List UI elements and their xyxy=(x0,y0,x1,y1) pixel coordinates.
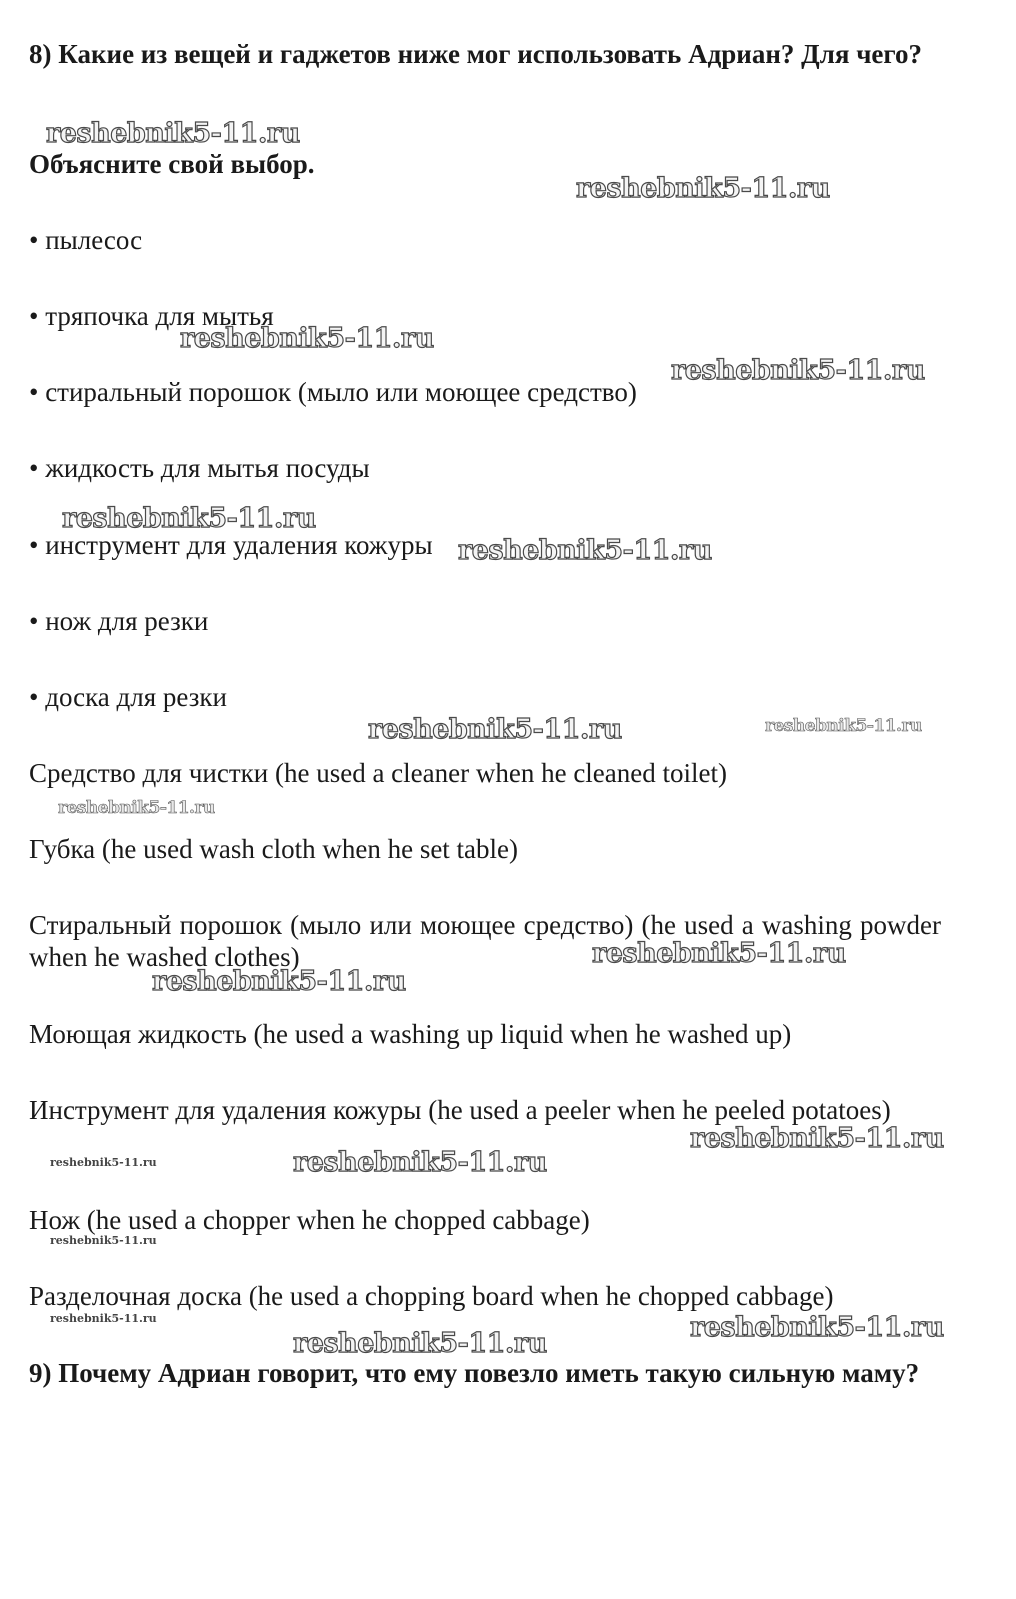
watermark: reshebnik5-11.ru xyxy=(293,1328,547,1359)
list-item: • инструмент для удаления кожуры xyxy=(29,530,433,560)
watermark: reshebnik5-11.ru xyxy=(46,118,300,149)
answer-line: Разделочная доска (he used a chopping board when he chopped cabbage) xyxy=(29,1281,834,1311)
list-item: • стиральный порошок (мыло или моющее средство) xyxy=(29,377,637,407)
answer-line: Губка (he used wash cloth when he set table) xyxy=(29,834,519,864)
watermark: reshebnik5-11.ru xyxy=(180,323,434,354)
watermark: reshebnik5-11.ru xyxy=(152,966,406,997)
answer-line: Инструмент для удаления кожуры (he used a peeler when he peeled potatoes) xyxy=(29,1095,891,1125)
watermark: reshebnik5-11.ru xyxy=(368,714,622,745)
question-8-title: 8) Какие из вещей и гаджетов ниже мог использовать Адриан? Для чего? xyxy=(29,39,923,69)
watermark: reshebnik5-11.ru xyxy=(50,1156,157,1169)
list-item: • нож для резки xyxy=(29,606,209,636)
watermark: reshebnik5-11.ru xyxy=(50,1234,157,1247)
watermark: reshebnik5-11.ru xyxy=(458,535,712,566)
answer-line: Средство для чистки (he used a cleaner when he cleaned toilet) xyxy=(29,758,727,788)
list-item: • тряпочка для мытья xyxy=(29,301,274,331)
answer-line: Нож (he used a chopper when he chopped cabbage) xyxy=(29,1205,590,1235)
watermark: reshebnik5-11.ru xyxy=(293,1147,547,1178)
watermark: reshebnik5-11.ru xyxy=(576,173,830,204)
question-8-subtitle: Объясните свой выбор. xyxy=(29,149,315,179)
question-9-title: 9) Почему Адриан говорит, что ему повезло иметь такую сильную маму? xyxy=(29,1358,920,1388)
list-item: • доска для резки xyxy=(29,682,227,712)
watermark: reshebnik5-11.ru xyxy=(671,355,925,386)
list-item: • жидкость для мытья посуды xyxy=(29,453,370,483)
list-item: • пылесос xyxy=(29,225,143,255)
watermark: reshebnik5-11.ru xyxy=(58,798,215,818)
watermark: reshebnik5-11.ru xyxy=(690,1312,944,1343)
watermark: reshebnik5-11.ru xyxy=(765,716,922,736)
watermark: reshebnik5-11.ru xyxy=(62,503,316,534)
answer-line: Стиральный порошок (мыло или моющее средство) (he used a washing powder when he washed clothes) xyxy=(29,910,941,972)
watermark: reshebnik5-11.ru xyxy=(592,938,846,969)
watermark: reshebnik5-11.ru xyxy=(690,1123,944,1154)
watermark: reshebnik5-11.ru xyxy=(50,1312,157,1325)
answer-line: Моющая жидкость (he used a washing up liquid when he washed up) xyxy=(29,1019,792,1049)
